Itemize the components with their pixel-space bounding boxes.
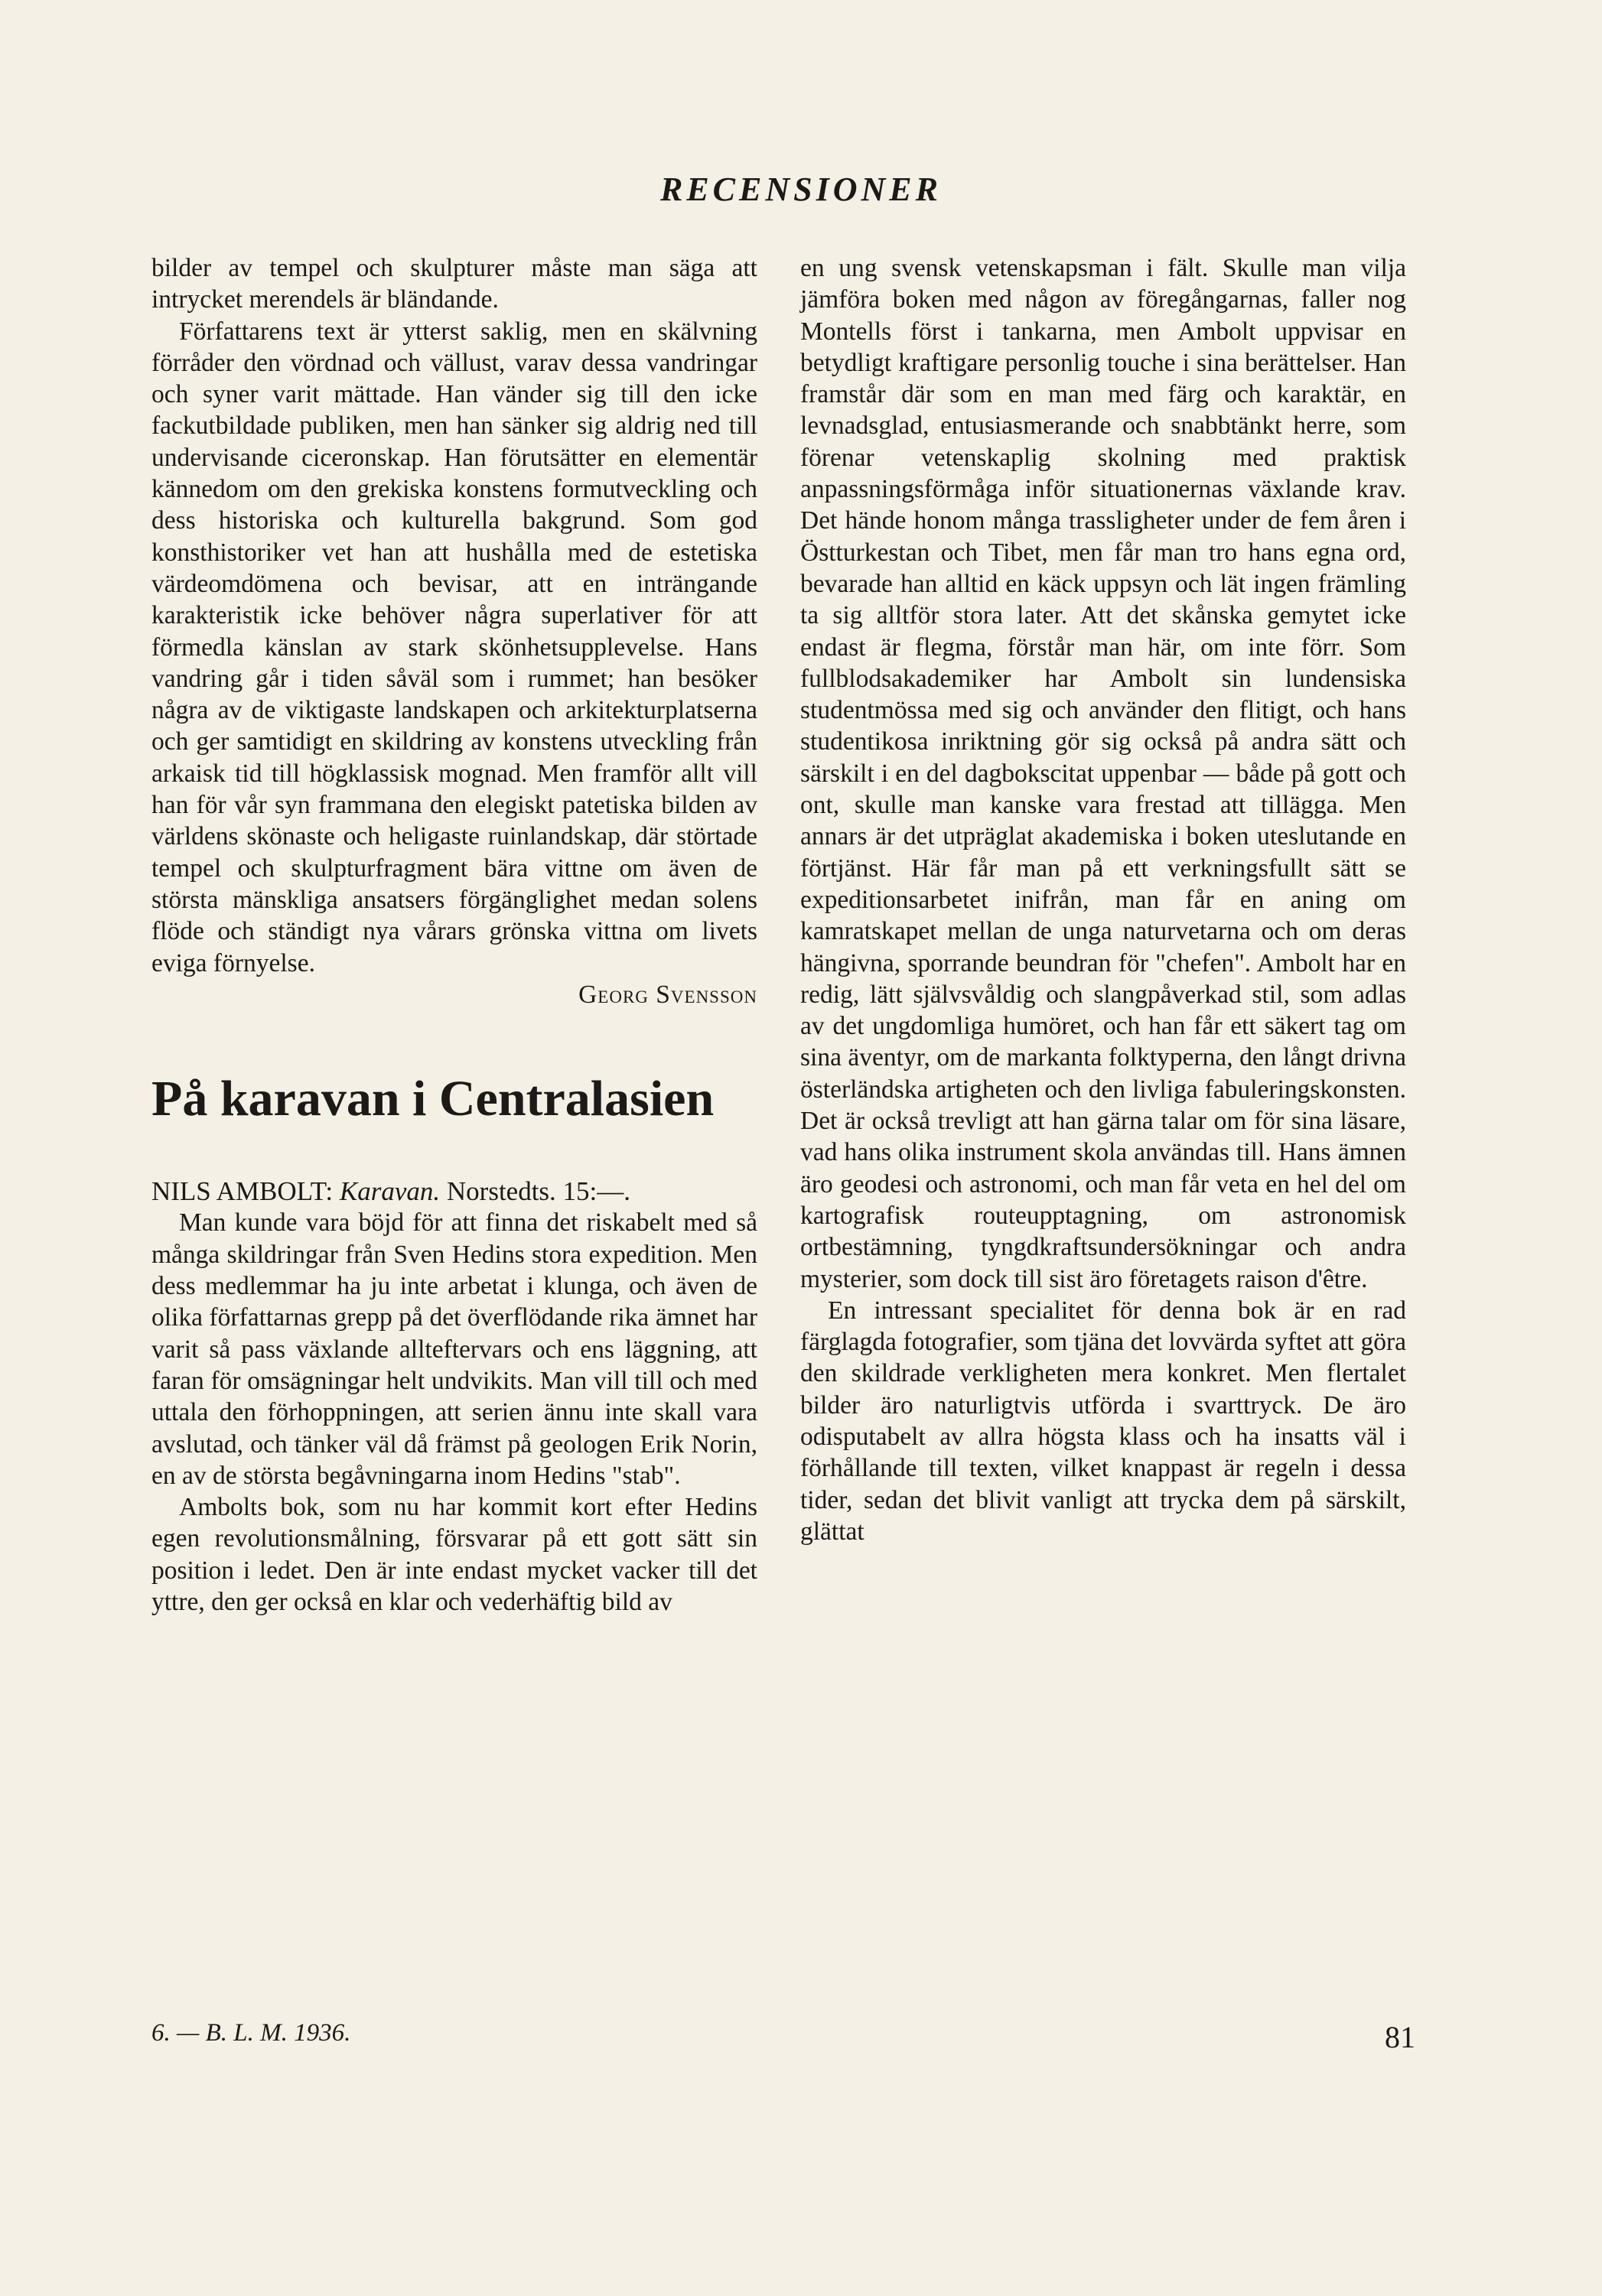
review-paragraph: En intressant specialitet för denna bok är en rad färglagda fotografier, som tjäna det lovvärda syftet att göra den skildrade verkligheten mera konkret. Men flertalet bilder äro naturligtvis utförda i svarttryck. De äro odisputabelt av allra högsta klass och ha insatts väl i förhållande till texten, vilket knappast är regeln i dessa tider, sedan det blivit vanligt att trycka dem på särskilt, glättat bbox=[800, 1296, 1406, 1546]
byline-publisher-price: Norstedts. 15:—. bbox=[446, 1176, 631, 1207]
left-column bbox=[151, 252, 757, 1618]
review-paragraph: Författarens text är ytterst saklig, men en skälvning förråder den vördnad och vällust, varav dessa vandringar och syner varit mättade. Han vänder sig till den icke fackutbildade publiken, men han sänker sig aldrig ned till undervisande ciceronskap. Han förutsätter en elementär kännedom om den grekiska konstens formutveckling och dess historiska och kulturella bakgrund. Som god konsthistoriker vet han att hushålla med de estetiska värdeomdömena och bevisar, att en inträngande karakteristik icke behöver några superlativer för att förmedla känslan av stark skönhetsupplevelse. Hans vandring går i tiden såväl som i rummet; han besöker några av de viktigaste landskapen och arkitekturplatserna och ger samtidigt en skildring av konstens utveckling från arkaisk tid till högklassisk mognad. Men framför allt vill han för vår syn frammana den elegiskt patetiska bilden av världens skönaste och heligaste ruinlandskap, där störtade tempel och skulpturfragment bära vittne om även de största mänskliga ansatsers förgänglighet medan solens flöde och ständigt nya vårars grönska vittna om livets eviga förnyelse. bbox=[151, 317, 757, 977]
right-column bbox=[800, 252, 1406, 1547]
page-number: 81 bbox=[1385, 2020, 1415, 2054]
section-title: På karavan i Centralasien bbox=[151, 1071, 715, 1127]
byline-author: NILS AMBOLT: bbox=[151, 1176, 334, 1207]
footer-signature-mark: 6. — B. L. M. 1936. bbox=[151, 2019, 351, 2047]
running-head: RECENSIONER bbox=[659, 171, 942, 208]
review-paragraph: Man kunde vara böjd för att finna det riskabelt med så många skildringar från Sven Hedins stora expedition. Men dess medlemmar ha ju inte arbetat i klunga, och även de olika författarnas grepp på det överflödande rika ämnet har varit så pass växlande allteftervars och ens läggning, att faran för omsägningar helt undvikits. Man vill till och med uttala den förhoppningen, att serien ännu inte skall vara avslutad, och tänker väl då främst på geologen Erik Norin, en av de största begåvningarna inom Hedins "stab". bbox=[151, 1208, 757, 1490]
review-paragraph: Ambolts bok, som nu har kommit kort efter Hedins egen revolutionsmålning, försvarar på ett gott sätt sin position i ledet. Den är inte endast mycket vacker till det yttre, den ger också en klar och vederhäftig bild av bbox=[151, 1493, 757, 1616]
reviewer-signature: Georg Svensson bbox=[578, 980, 757, 1009]
book-byline bbox=[151, 1176, 757, 1207]
review-paragraph: en ung svensk vetenskapsman i fält. Skulle man vilja jämföra boken med någon av föregångarnas, faller nog Montells först i tankarna, men Ambolt uppvisar en betydligt kraftigare personlig touche i sina berättelser. Han framstår där som en man med färg och karaktär, en levnadsglad, entusiasmerande och snabbtänkt herre, som förenar vetenskaplig skolning med praktisk anpassningsförmåga inför situationernas växlande krav. Det hände honom många trassligheter under de fem åren i Östturkestan och Tibet, men får man tro hans egna ord, bevarade han alltid en käck uppsyn och lät ingen främling ta sig alltför stora later. Att det skånska gemytet icke endast är flegma, förstår man här, om inte förr. Som fullblodsakademiker har Ambolt sin lundensiska studentmössa med sig och använder den flitigt, och hans studentikosa inriktning gör sig också på andra sätt och särskilt i en del dagbokscitat uppenbar — både på gott och ont, skulle man kanske vara frestad att tillägga. Men annars är det utpräglat akademiska i boken uteslutande en förtjänst. Här får man på ett verkningsfullt sätt se expeditionsarbetet inifrån, man får en aning om kamratskapet mellan de unga naturvetarna och om deras hängivna, sporrande beundran för "chefen". Ambolt har en redig, lätt självsvåldig och slangpåverkad stil, som adlas av det ungdomliga humöret, och han får ett säkert tag om sina äventyr, om de markanta folktyperna, den långt drivna österländska artigheten och den livliga fabuleringskonsten. Det är också trevligt att han gärna talar om för sina läsare, vad hans olika instrument skola användas till. Hans ämnen äro geodesi och astronomi, och man får veta en hel del om kartografisk routeupptagning, om astronomisk ortbestämning, tyngdkraftsundersökningar och andra mysterier, som dock till sist äro företagets raison d'être. bbox=[800, 254, 1406, 1293]
byline-book-title: Karavan. bbox=[339, 1176, 441, 1207]
review-paragraph: bilder av tempel och skulpturer måste man säga att intrycket merendels är bländande. bbox=[151, 254, 757, 314]
